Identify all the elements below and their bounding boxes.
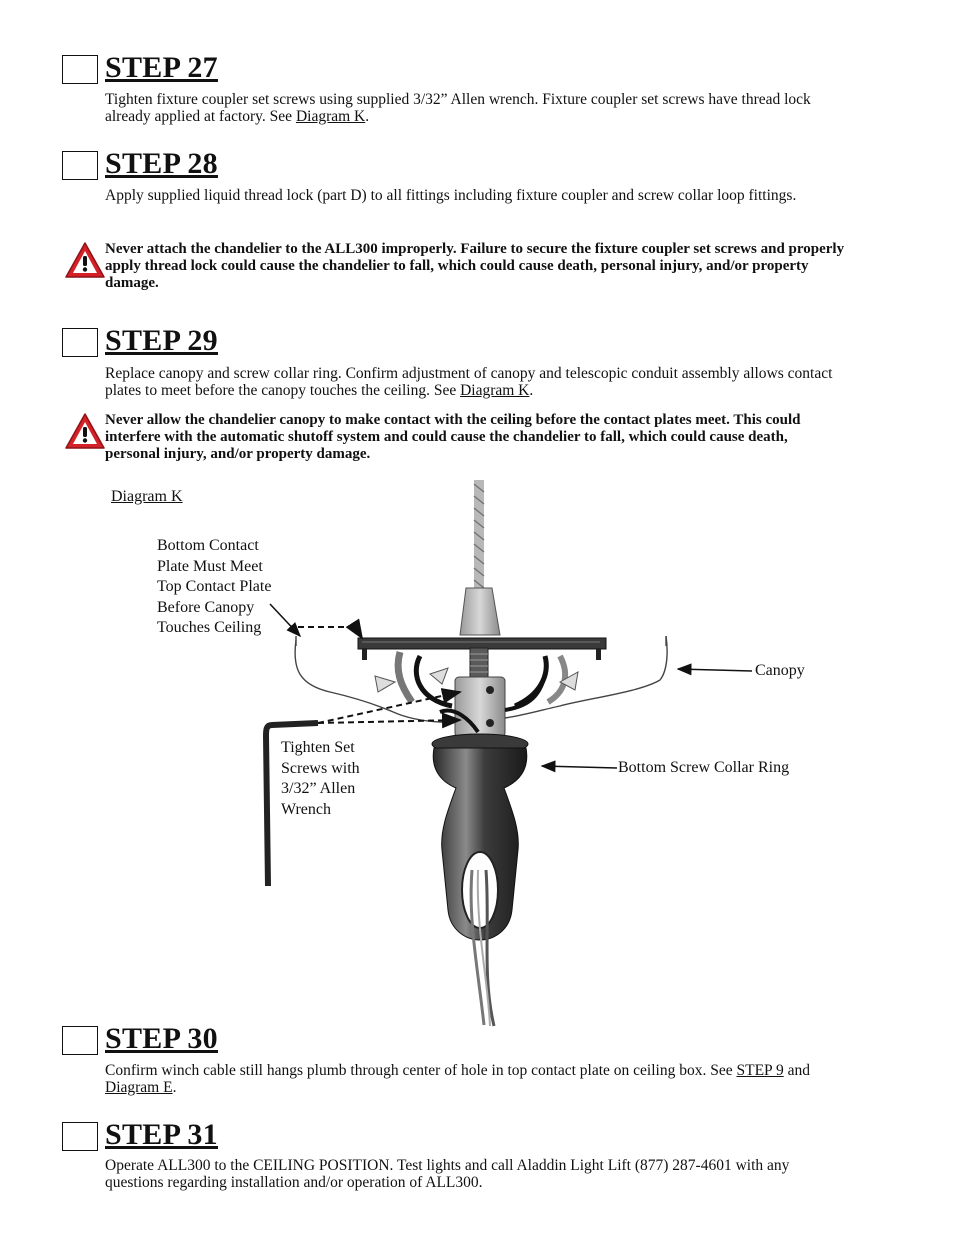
warning-1-text: Never attach the chandelier to the ALL300 improperly. Failure to secure the fixture coupler set screws and properly apply thread lock could cause the chandelier to fall, which could cause death, personal injury, and/or property damage. (105, 241, 845, 291)
allen-wrench-label-line: Wrench (281, 800, 331, 818)
chandelier-fixture-illustration (0, 470, 954, 1030)
step-28-title: STEP 28 (105, 147, 218, 180)
warning-triangle-icon (64, 241, 106, 279)
step-27-text (105, 91, 845, 125)
step-30-text-end: . (172, 1079, 177, 1096)
step-27-checkbox[interactable] (62, 55, 98, 84)
top-coupler (460, 588, 500, 635)
canopy-label: Canopy (755, 662, 805, 679)
step-27-text-end: . (365, 108, 370, 125)
step-30-text (105, 1062, 845, 1096)
collar-arrow (542, 766, 617, 768)
screw-collar-loop (433, 748, 527, 940)
allen-wrench-label-line: 3/32” Allen (281, 780, 356, 797)
step-30-text-mid: and (783, 1062, 810, 1079)
diagram-k-link[interactable]: Diagram K (295, 108, 366, 125)
allen-wrench-label-line: Screws with (281, 759, 360, 777)
step-29-title: STEP 29 (105, 324, 218, 357)
step-27-text-body: Tighten fixture coupler set screws using supplied 3/32” Allen wrench. Fixture coupler set screws have thread lock already applied at factory. See (105, 91, 811, 125)
step-29-text-end: . (529, 382, 534, 399)
step-30-text-body: Confirm winch cable still hangs plumb through center of hole in top contact plate on ceiling box. See (105, 1062, 737, 1079)
allen-wrench-icon (266, 723, 318, 886)
winch-cable (474, 480, 484, 592)
step-31-text: Operate ALL300 to the CEILING POSITION. Test lights and call Aladdin Light Lift (877) 287-4601 with any questions regarding installation and/or operation of ALL300. (105, 1157, 790, 1191)
wrench-pointer-top (318, 692, 460, 723)
warning-triangle-icon (64, 412, 106, 450)
contact-pointer-dashed (298, 627, 362, 638)
diagram-k-title: Diagram K (111, 488, 183, 505)
fixture-coupler (455, 677, 505, 737)
contact-plate-label-line: Before Canopy (157, 598, 255, 616)
contact-plate-label-line: Touches Ceiling (157, 619, 262, 636)
step-9-link[interactable]: STEP 9 (736, 1062, 784, 1079)
contact-pointer (270, 604, 300, 636)
step-29-text-body: Replace canopy and screw collar ring. Confirm adjustment of canopy and telescopic conduit assembly allows contact plates to meet before the canopy touches the ceiling. See (105, 365, 833, 399)
step-29-checkbox[interactable] (62, 328, 98, 357)
step-28-checkbox[interactable] (62, 151, 98, 180)
step-27-title: STEP 27 (105, 51, 218, 84)
contact-plate-label-line: Top Contact Plate (157, 578, 272, 595)
step-29-text (105, 365, 845, 399)
warning-2-text: Never allow the chandelier canopy to make contact with the ceiling before the contact plates meet. This could interfere with the automatic shutoff system and could cause the chandelier to fall, which could cause death, personal injury, and/or property damage. (105, 412, 801, 462)
step-30-title: STEP 30 (105, 1022, 218, 1055)
step-31-title: STEP 31 (105, 1118, 218, 1151)
step-30-checkbox[interactable] (62, 1026, 98, 1055)
screw-collar-label: Bottom Screw Collar Ring (618, 759, 790, 776)
diagram-k-link[interactable]: Diagram K (460, 382, 530, 399)
step-31-checkbox[interactable] (62, 1122, 98, 1151)
diagram-e-link[interactable]: Diagram E (105, 1079, 173, 1096)
canopy-arrow (678, 669, 752, 671)
diagram-k (0, 470, 954, 1030)
allen-wrench-label-line: Tighten Set (281, 739, 355, 756)
contact-plate-label-line: Plate Must Meet (157, 557, 263, 575)
step-28-text: Apply supplied liquid thread lock (part D) to all fittings including fixture coupler and screw collar loop fittings. (105, 187, 797, 204)
contact-plate-label-line: Bottom Contact (157, 537, 259, 554)
